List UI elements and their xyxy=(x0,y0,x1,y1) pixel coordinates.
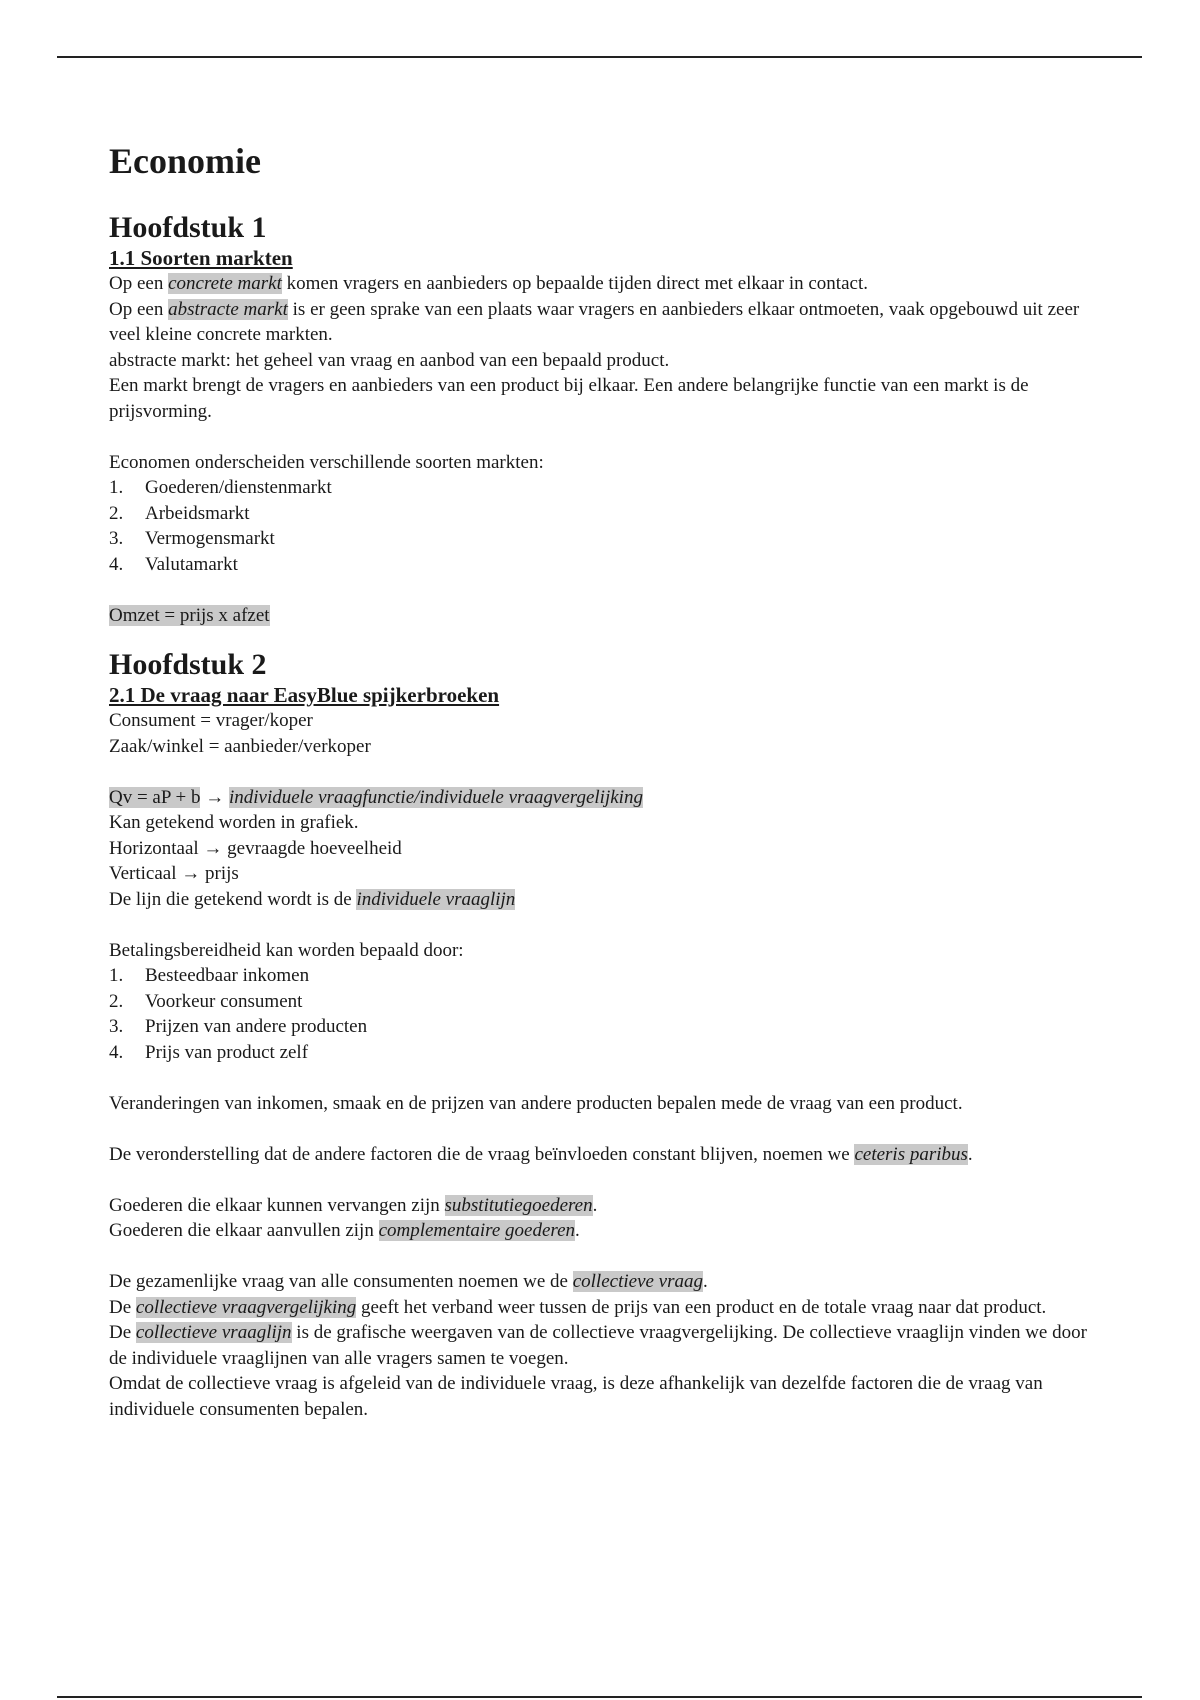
list-item: 4. Valutamarkt xyxy=(109,553,238,575)
chapter-1-heading: Hoofdstuk 1 xyxy=(109,211,267,245)
formula-omzet: Omzet = prijs x afzet xyxy=(109,604,270,626)
list-item: 4. Prijs van product zelf xyxy=(109,1041,309,1063)
document-title: Economie xyxy=(109,141,261,181)
list-item: 1. Besteedbaar inkomen xyxy=(109,965,310,987)
list-betalingsbereidheid xyxy=(109,963,1099,1065)
chapter-1 xyxy=(109,211,1099,628)
line-collectieve-vraag: De gezamenlijke vraag van alle consumenten noemen we de collectieve vraag. xyxy=(109,1271,708,1293)
line-horizontaal: Horizontaal → gevraagde hoeveelheid xyxy=(109,837,402,859)
list-intro-markten: Economen onderscheiden verschillende soorten markten: xyxy=(109,451,544,473)
list-item: 3. Prijzen van andere producten xyxy=(109,1016,368,1038)
list-item: 2. Voorkeur consument xyxy=(109,990,303,1012)
header-rule xyxy=(57,56,1142,58)
line-zaak-winkel: Zaak/winkel = aanbieder/verkoper xyxy=(109,735,371,757)
formula-vraagfunctie: Qv = aP + b → individuele vraagfunctie/individuele vraagvergelijking xyxy=(109,786,643,808)
term-individuele-vraagfunctie: individuele vraagfunctie/individuele vraagvergelijking xyxy=(228,786,643,808)
list-intro-betalingsbereidheid: Betalingsbereidheid kan worden bepaald door: xyxy=(109,939,464,961)
term-substitutiegoederen: substitutiegoederen xyxy=(444,1194,593,1216)
chapter-2-heading: Hoofdstuk 2 xyxy=(109,648,267,682)
term-collectieve-vraag: collectieve vraag xyxy=(572,1271,704,1293)
list-item: 2. Arbeidsmarkt xyxy=(109,502,250,524)
paragraph-markt-functie: Een markt brengt de vragers en aanbieders van een product bij elkaar. Een andere belangrijke functie van een markt is de prijsvorming. xyxy=(109,375,1029,422)
line-complementaire-goederen: Goederen die elkaar aanvullen zijn complementaire goederen. xyxy=(109,1220,580,1242)
line-vraaglijn: De lijn die getekend wordt is de individuele vraaglijn xyxy=(109,888,516,910)
term-concrete-markt: concrete markt xyxy=(168,273,282,295)
paragraph-ceteris-paribus: De veronderstelling dat de andere factoren die de vraag beïnvloeden constant blijven, noemen we ceteris paribus. xyxy=(109,1143,973,1165)
paragraph-concrete-markt: Op een concrete markt komen vragers en aanbieders op bepaalde tijden direct met elkaar in contact. xyxy=(109,273,868,295)
list-markten xyxy=(109,475,1099,577)
section-1-1-heading: 1.1 Soorten markten xyxy=(109,246,293,271)
list-item: 3. Vermogensmarkt xyxy=(109,528,275,550)
term-ceteris-paribus: ceteris paribus xyxy=(854,1143,968,1165)
line-collectieve-vraaglijn: De collectieve vraaglijn is de grafische weergaven van de collectieve vraagvergelijking. De collectieve vraaglijn vinden we door de individuele vraaglijnen van alle vragers samen te voegen. xyxy=(109,1322,1087,1369)
line-consument: Consument = vrager/koper xyxy=(109,710,313,732)
chapter-2 xyxy=(109,648,1099,1422)
arrow-right-icon: → xyxy=(200,786,229,808)
footer-rule xyxy=(57,1696,1142,1698)
section-2-1-heading: 2.1 De vraag naar EasyBlue spijkerbroeken xyxy=(109,683,500,708)
line-substitutiegoederen: Goederen die elkaar kunnen vervangen zijn substitutiegoederen. xyxy=(109,1194,598,1216)
term-individuele-vraaglijn: individuele vraaglijn xyxy=(356,888,516,910)
term-complementaire-goederen: complementaire goederen xyxy=(378,1220,576,1242)
line-verticaal: Verticaal → prijs xyxy=(109,863,239,885)
document-body xyxy=(109,140,1099,1422)
term-collectieve-vraagvergelijking: collectieve vraagvergelijking xyxy=(135,1296,357,1318)
line-afgeleid: Omdat de collectieve vraag is afgeleid van de individuele vraag, is deze afhankelijk van dezelfde factoren die de vraag van individuele consumenten bepalen. xyxy=(109,1373,1043,1420)
list-item: 1. Goederen/dienstenmarkt xyxy=(109,477,332,499)
line-collectieve-vraagvergelijking: De collectieve vraagvergelijking geeft het verband weer tussen de prijs van een product en de totale vraag naar dat product. xyxy=(109,1296,1047,1318)
paragraph-abstracte-markt-definition: abstracte markt: het geheel van vraag en aanbod van een bepaald product. xyxy=(109,349,670,371)
paragraph-veranderingen: Veranderingen van inkomen, smaak en de prijzen van andere producten bepalen mede de vraag van een product. xyxy=(109,1092,963,1114)
term-collectieve-vraaglijn: collectieve vraaglijn xyxy=(135,1322,292,1344)
line-grafiek: Kan getekend worden in grafiek. xyxy=(109,812,359,834)
term-abstracte-markt: abstracte markt xyxy=(168,298,288,320)
paragraph-abstracte-markt: Op een abstracte markt is er geen sprake van een plaats waar vragers en aanbieders elkaar ontmoeten, vaak opgebouwd uit zeer veel kleine concrete markten. xyxy=(109,298,1080,346)
